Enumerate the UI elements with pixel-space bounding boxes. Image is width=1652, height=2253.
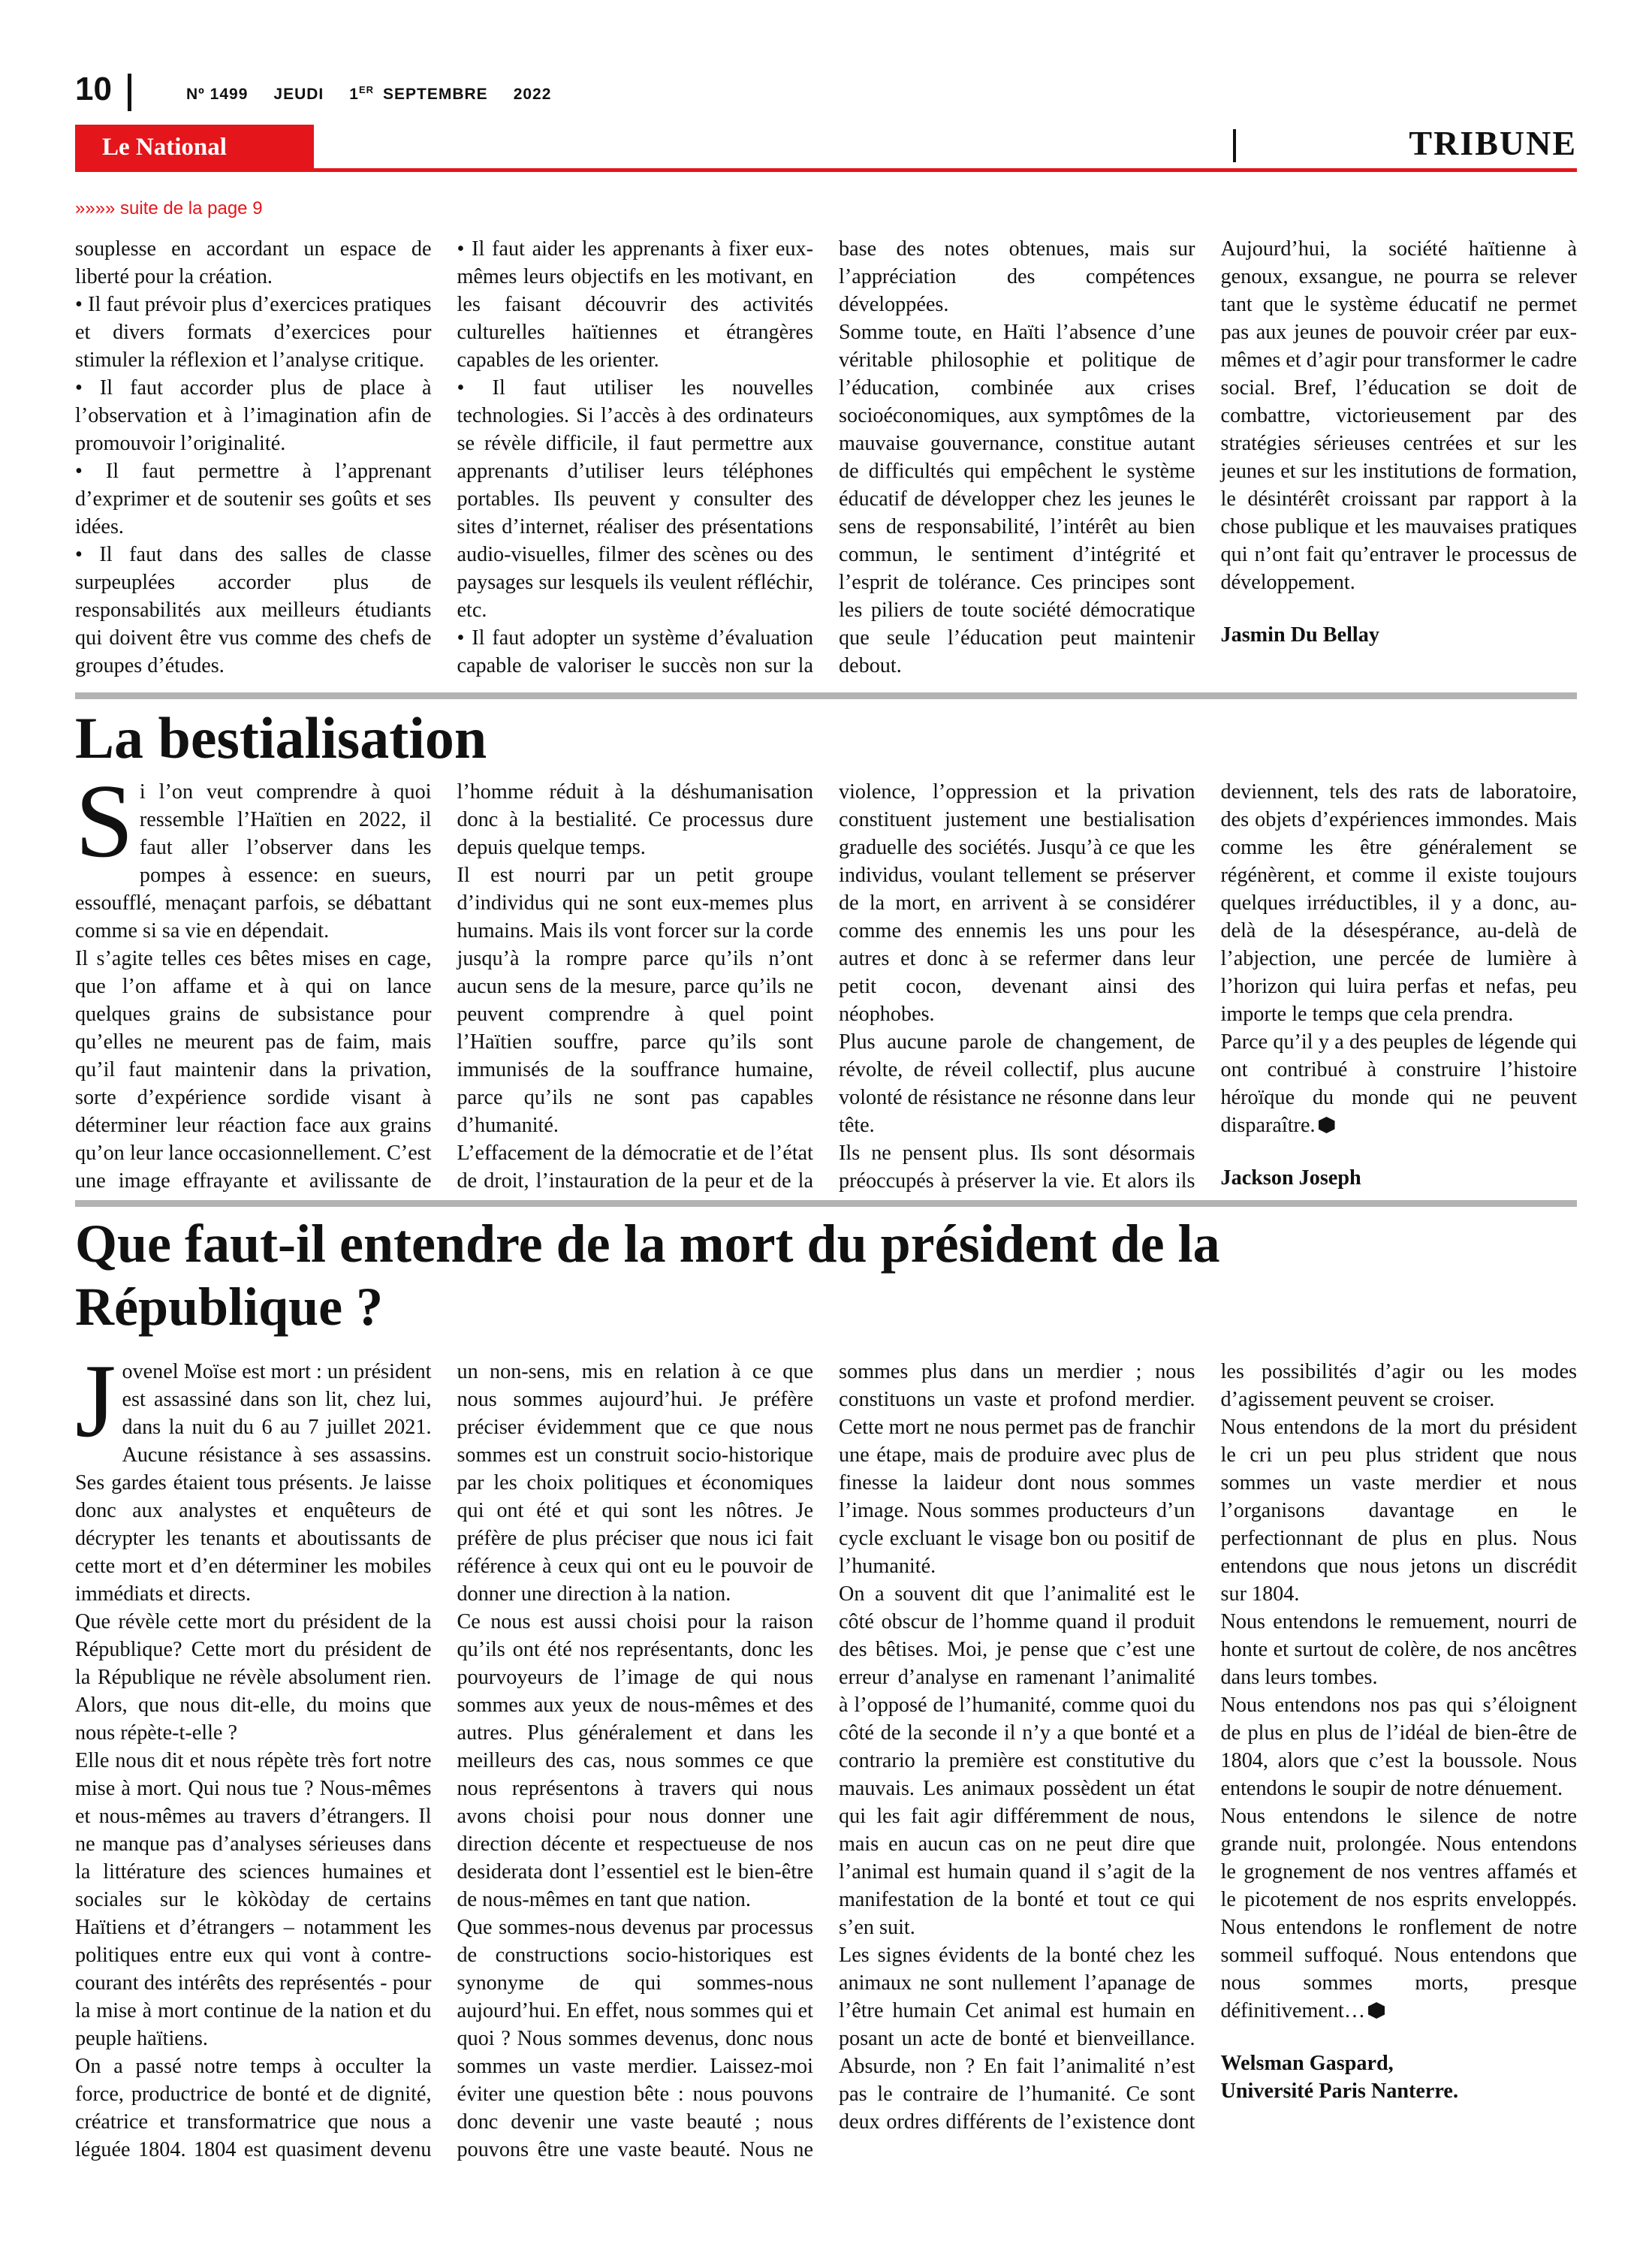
- paragraph: [1221, 1028, 1578, 1139]
- issue-date-day: 1: [349, 86, 359, 103]
- article-continuation: [75, 235, 1577, 687]
- paragraph: Que révèle cette mort du président de la République? Cette mort du président de la République ne révèle absolument rien. Alors, que nous dit-elle, du moins que nous répète-t-elle ?: [75, 1610, 432, 1745]
- page-number: 10: [75, 71, 112, 107]
- issue-day: JEUDI: [273, 86, 324, 103]
- author-affiliation: Université Paris Nanterre.: [1220, 2080, 1458, 2103]
- paragraph-text: Nous entendons le silence de notre grande nuit, prolongée. Nous entendons le grognement de nos ventres affamés et le picotement de nos esprits enveloppés. Nous entendons le ronflement de notre sommeil suffoqué. Nous entendons que nous sommes morts, presque définitivement…: [1220, 1805, 1577, 2022]
- paragraph: On a passé notre temps à occulter la force, productrice de bonté et de dignité, créatrice et transformatrice que nous a léguée 1804. 1804 est quasiment devenu un non-sens, mis en relation à ce que nous sommes aujourd’hui. Je préfère préciser évidemment que ce que nous sommes est un construit socio-historique par les choix politiques et économiques qui ont été et qui sont les nôtres. Je préfère de plus préciser que nous ici fait référence à ceux qui ont eu le pouvoir de donner une direction à la nation.: [75, 1360, 813, 2161]
- paragraph: • Il faut adopter un système d’évaluation capable de valoriser le succès non sur la base des notes obtenues, mais sur l’appréciation des compétences développées.: [457, 237, 1195, 677]
- paragraph: Ils ne pensent plus. Ils sont désormais préoccupés à préserver la vie. Et alors ils deviennent, tels des rats de laboratoire, des objets d’expériences immondes. Mais comme les être généralement se régénèrent, et comme il existe toujours quelques irréductibles, il y a donc, au-delà de la désespérance, au-delà de l’abjection, une percée de lumière à l’horizon qui luira perfas et nefas, peu importe le temps que cela prendra.: [839, 780, 1577, 1193]
- drop-cap: S: [75, 763, 134, 879]
- paragraph-text: i l’on veut comprendre à quoi ressemble l’Haïtien en 2022, il faut aller l’observer dans les pompes à essence: en sueurs, essoufflé, menaçant parfois, se débattant comme si sa vie en dépendait.: [75, 780, 432, 943]
- article-headline: La bestialisation: [75, 705, 487, 771]
- article-body: [75, 1343, 1577, 2176]
- paragraph: • Il faut utiliser les nouvelles technologies. Si l’accès à des ordinateurs se révèle difficile, il faut permettre aux apprenants d’utiliser leurs téléphones portables. Ils peuvent y consulter des sites d’internet, réaliser des présentations audio-visuelles, filmer des scènes ou des paysages sur lesquels ils veulent réfléchir, etc.: [457, 376, 813, 622]
- drop-cap: J: [75, 1343, 116, 1459]
- section-title: TRIBUNE: [1409, 124, 1577, 162]
- paragraph: • Il faut accorder plus de place à l’observation et à l’imagination afin de promouvoir l’originalité.: [75, 376, 432, 455]
- end-mark-icon: [1368, 2002, 1385, 2019]
- paragraph: Il s’agite telles ces bêtes mises en cage, que l’on affame et à qui on lance quelques grains de subsistance pour qu’elles ne meurent pas de faim, mais qu’il faut maintenir dans la privation, sorte d’expérience sordide visant à déterminer leur réaction face aux grains qu’on leur lance occasionnellement. C’est une image effrayante et avilissante de l’homme réduit à la déshumanisation donc à la bestialité. Ce processus dure depuis quelque temps.: [75, 780, 813, 1193]
- end-mark-icon: [1319, 1117, 1335, 1133]
- paragraph: Nous entendons nos pas qui s’éloignent de plus en plus de l’idéal de bien-être de 1804, alors que c’est la boussole. Nous entendons le soupir de notre dénuement.: [1220, 1694, 1577, 1800]
- paragraph: Elle nous dit et nous répète très fort notre mise à mort. Qui nous tue ? Nous-mêmes et nous-mêmes au travers d’étrangers. Il ne manque pas d’analyses sérieuses dans la littérature des sciences humaines et sociales sur le kòkòday de certains Haïtiens et d’étrangers – notamment les politiques entre eux qui vont à contre-courant des intérêts des représentés - pour la mise à mort continue de la nation et du peuple haïtiens.: [75, 1749, 432, 2050]
- brand-name: Le National: [102, 134, 227, 161]
- page-number-divider: [128, 74, 131, 111]
- paragraph: [75, 1343, 432, 1608]
- article-author: Jasmin Du Bellay: [1220, 623, 1379, 647]
- paragraph: Ce nous est aussi choisi pour la raison qu’ils ont été nos représentants, donc les pourvoyeurs de l’image de qui nous sommes aux yeux de nous-mêmes et des autres. Plus généralement et dans les meilleurs des cas, nous sommes ce que nous représentons à travers qui nous avons choisi pour nous donner une direction décente et respectueuse de nos desiderata dont l’essentiel est le bien-être de nous-mêmes en tant que nation.: [457, 1610, 813, 1911]
- paragraph: Nous entendons de la mort du président le cri un peu plus strident que nous sommes un vaste merdier et nous l’organisons davantage en le perfectionnant de plus en plus. Nous entendons que nous jetons un discrédit sur 1804.: [1220, 1416, 1577, 1606]
- paragraph: Il est nourri par un petit groupe d’individus qui ne sont eux-memes plus humains. Mais ils vont forcer sur la corde jusqu’à la rompre parce qu’ils n’ont aucun sens de la mesure, parce qu’ils ne peuvent comprendre à quel point l’Haïtien souffre, parce qu’ils sont immunisés de la souffrance humaine, parce qu’ils ne sont pas capables d’humanité.: [457, 864, 813, 1137]
- article-separator: [75, 1200, 1577, 1207]
- paragraph: Aujourd’hui, la société haïtienne à genoux, exsangue, ne pourra se relever tant que le système éducatif ne permet pas aux jeunes de pouvoir créer par eux-mêmes et d’agir pour transformer le cadre social. Bref, l’éducation se doit de combattre, victorieusement par des stratégies sérieuses centrées et sur les jeunes et sur les institutions de formation, le désintérêt croissant par rapport à la chose publique et les mauvaises pratiques qui n’ont fait qu’entraver le processus de développement.: [1220, 237, 1577, 594]
- paragraph: On a souvent dit que l’animalité est le côté obscur de l’homme quand il produit des bêtises. Moi, je pense que c’est une erreur d’analyse en ramenant l’animalité à l’opposé de l’humanité, comme quoi du côté de la seconde il n’y a que bonté et a contrario la première est constitutive du mauvais. Les animaux possèdent un état qui les fait agir différemment de nous, mais en aucun cas on ne peut dire que l’animal est humain quand il s’agit de la manifestation de la bonté et tout ce qui s’en suit.: [839, 1582, 1195, 1939]
- paragraph: Somme toute, en Haïti l’absence d’une véritable philosophie et politique de l’éducation, combinée aux crises socioéconomiques, aux symptômes de la mauvaise gouvernance, constitue autant de difficultés qui empêchent le système éducatif de développer chez les jeunes le sens de responsabilité, l’intérêt au bien commun, le sentiment d’intégrité et l’esprit de tolérance. Ces principes sont les piliers de toute société démocratique que seule l’éducation peut maintenir debout.: [839, 321, 1195, 677]
- paragraph: L’effacement de la démocratie et de l’état de droit, l’instauration de la peur et de la violence, l’oppression et la privation constituent justement une bestialisation graduelle des sociétés. Jusqu’à ce que les individus, voulant tellement se préserver de la mort, en arrivent à se considérer comme des ennemis les uns pour les autres et donc à se refermer dans leur petit cocon, devenant ainsi des néophobes.: [457, 780, 1195, 1193]
- paragraph: Les signes évidents de la bonté chez les animaux ne sont nullement l’apanage de l’être humain Cet animal est humain en posant un acte de bonté et bienveillance. Absurde, non ? En fait l’animalité n’est pas le contraire de l’humanité. Ce sont deux ordres différents de l’existence dont les possibilités d’agir ou les modes d’agissement peuvent se croiser.: [839, 1360, 1577, 2134]
- issue-date-sup: ER: [358, 84, 374, 95]
- paragraph: • Il faut permettre à l’apprenant d’exprimer et de soutenir ses goûts et ses idées.: [75, 460, 432, 538]
- paragraph: Plus aucune parole de changement, de révolte, de réveil collectif, plus aucune volonté de résistance ne résonne dans leur tête.: [839, 1030, 1195, 1137]
- paragraph-text: Parce qu’il y a des peuples de légende qui ont contribué à construire l’histoire héroïque du monde qui ne peuvent disparaître.: [1220, 1030, 1577, 1137]
- issue-year: 2022: [513, 86, 552, 103]
- paragraph: souplesse en accordant un espace de liberté pour la création.: [75, 237, 432, 288]
- article-body: [75, 763, 1577, 1199]
- article-author: Welsman Gaspard,: [1220, 2052, 1394, 2075]
- paragraph: • Il faut prévoir plus d’exercices pratiques et divers formats d’exercices pour stimuler la réflexion et l’analyse critique.: [75, 293, 432, 372]
- paragraph: Que sommes-nous devenus par processus de constructions socio-historiques est synonyme de qui sommes-nous aujourd’hui. En effet, nous sommes qui et quoi ? Nous sommes devenus, donc nous sommes un vaste merdier. Laissez-moi éviter une question bête : nous pouvons donc devenir une vaste beauté ; nous pouvons être une vaste beauté. Nous ne sommes plus dans un merdier ; nous constituons un vaste et profond merdier. Cette mort ne nous permet pas de franchir une étape, mais de produire avec plus de finesse la laideur dont nous sommes l’image. Nous sommes producteurs d’un cycle excluant le visage bon ou positif de l’humanité.: [457, 1360, 1195, 2161]
- article-headline: Que faut-il entendre de la mort du président de la République ?: [75, 1214, 1220, 1337]
- issue-line: [186, 84, 577, 104]
- paragraph: • Il faut aider les apprenants à fixer eux-mêmes leurs objectifs en les motivant, en les faisant découvrir des activités culturelles haïtiennes et étrangères capables de les orienter.: [457, 237, 813, 372]
- header-rule: [75, 168, 1577, 172]
- section-divider: [1233, 129, 1236, 162]
- issue-month: SEPTEMBRE: [383, 86, 488, 103]
- issue-number: Nº 1499: [186, 86, 249, 103]
- paragraph-text: ovenel Moïse est mort : un président est assassiné dans son lit, chez lui, dans la nuit du 6 au 7 juillet 2021. Aucune résistance à ses assassins. Ses gardes étaient tous présents. Je laisse donc aux analystes et enquêteurs de décrypter les tenants et aboutissants de cette mort et d’en déterminer les mobiles immédiats et directs.: [75, 1360, 432, 1606]
- paragraph: [75, 763, 432, 945]
- paragraph: [1221, 1802, 1578, 2025]
- paragraph: Nous entendons le remuement, nourri de honte et surtout de colère, de nos ancêtres dans leurs tombes.: [1220, 1610, 1577, 1689]
- continued-from: »»»» suite de la page 9: [75, 198, 263, 219]
- article-author: Jackson Joseph: [1220, 1166, 1361, 1190]
- article-separator: [75, 692, 1577, 699]
- paragraph: • Il faut dans des salles de classe surpeuplées accorder plus de responsabilités aux meilleurs étudiants qui doivent être vus comme des chefs de groupes d’études.: [75, 543, 432, 677]
